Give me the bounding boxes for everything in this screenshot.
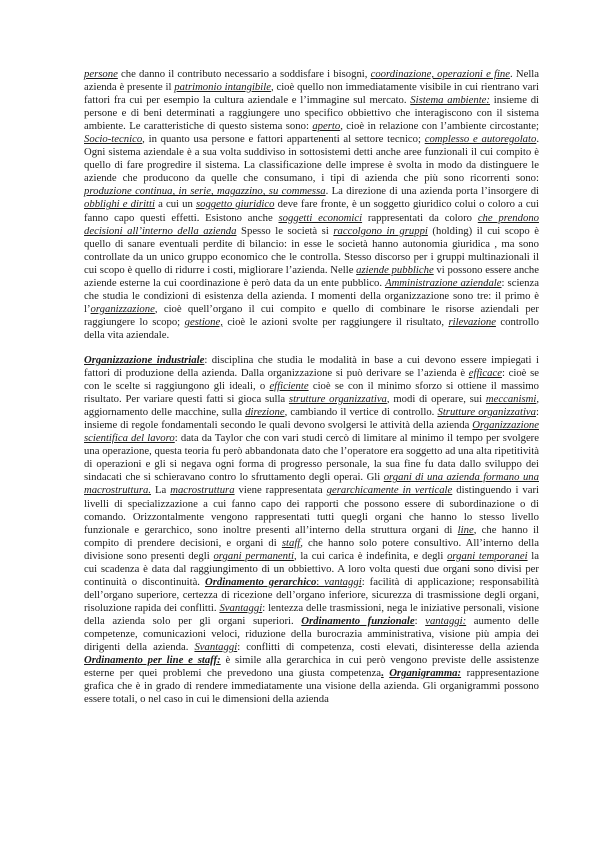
text-run: . Nella azienda è presente il [84,68,539,94]
emphasized-term: soggetti economici [278,211,363,224]
text-run: , cioè in relazione con l’ambiente circostante; [340,120,539,133]
emphasized-term: . [381,667,384,680]
emphasized-term: organi di una azienda formano una macrostruttura. [84,471,539,497]
emphasized-term: Organizzazione industriale [84,353,205,366]
emphasized-term: gestione, [184,315,223,328]
paragraph-1 [84,68,539,342]
emphasized-term: patrimonio intangibile [174,81,271,94]
text-run: è simile alla gerarchica in cui però vengono previste delle assistenze esterne per quei problemi che prevedono una giusta competenza [84,654,539,680]
text-run: viene rappresentata [234,484,327,497]
emphasized-term: coordinazione, operazioni e fine [370,68,511,80]
text-run: rappresentazione grafica che è in grado di rendere immediatamente una visione della azienda. Gli organigrammi possono essere totali, o nel caso in cui le dimensioni della azienda [84,667,539,706]
text-run: (holding) il cui scopo è quello di sanare eventuali perdite di bilancio: in esse le società hanno autonomia giuridica , ma sono controllate da un unico gruppo economico che le controlla. Stesso discorso per i gruppi multinazionali il cui scopo è quello di ridurre i costi, migliorare l’azienda. Nelle [84,224,539,276]
text-run: deve fare fronte, è un soggetto giuridico colui o coloro a cui fanno capo questi effetti. Esistono anche [84,198,539,224]
text-run: , che hanno solo potere consultivo. All’interno della divisione sono presenti degli [84,536,539,562]
emphasized-term: Organizzazione scientifica del lavoro [84,419,539,445]
text-run: : insieme di regole fondamentali secondo le quali devono svolgersi le attività della azienda [84,406,539,432]
text-run: che danno il contributo necessario a soddisfare i bisogni, [117,68,371,80]
emphasized-term: aziende pubbliche [356,263,434,276]
text-run: la cui scadenza è data dal raggiungimento di un obbiettivo. A loro volta questi due organi sono divisi per continuità o discontinuità. [84,549,539,588]
emphasized-term: organizzazione [90,302,155,315]
text-run: , aggiornamento delle macchine, sulla [84,393,539,419]
emphasized-term: persone [84,68,118,80]
emphasized-term: complesso e autoregolato [424,133,537,146]
text-run: aumento delle competenze, comunicazioni veloci, riduzione della burocrazia amministrativa, visione più ampia dei dirigenti della azienda. [84,614,539,654]
text-run: , che hanno il compito di prendere decisioni, e organi di [84,523,540,549]
emphasized-term: raccolgono in gruppi [333,224,428,237]
text-run: cioè se con il minimo sforzo si ottiene il massimo risultato. Per variare questi fatti si gioca sulla [84,380,539,406]
text-run: Spesso le società si [236,224,334,237]
text-run: , la cui carica è indefinita, e degli [293,549,448,562]
emphasized-term: obblighi e diritti [84,198,155,211]
text-run: : [414,614,426,627]
emphasized-term: Ordinamento funzionale [301,614,415,627]
text-run: , cambiando il vertice di controllo. [284,406,438,419]
emphasized-term: Organigramma: [389,667,462,680]
emphasized-term: Svantaggi [219,601,263,614]
text-run: : scienza che studia le condizioni di esistenza della azienda. I momenti della organizzazione sono tre: il primo è l’ [84,276,540,315]
emphasized-term: rilevazione [448,315,496,328]
text-run: . Ogni sistema aziendale è a sua volta suddiviso in sottosistemi detti anche aree funzionali il cui compito è quello di fare progredire il sistema. La classificazione delle imprese è svolta in modo da distinguere le aziende che producono da quelle che consumano, i tipi di azienda che più sono ricorrenti sono: [84,133,539,185]
text-run: : conflitti di competenza, costi elevati, disinteresse della azienda [237,641,539,654]
paragraph-2 [84,354,539,706]
text-run: : data da Taylor che con vari studi cercò di limitare al minimo il tempo per svolgere una operazione, questa teoria fu però abbandonata dato che l’operatore era soggetto ad una alta ripetitività di operazioni e gli si negava ogni forma di progresso personale, la sua fine fu data dallo sviluppo dei sindacati che si schieravano contro lo sfruttamento degli operai. Gli [84,432,539,484]
emphasized-term: Sistema ambiente: [410,94,490,107]
emphasized-term: Ordinamento per line e staff: [84,654,221,667]
text-run: : facilità di applicazione; responsabilità dell’organo superiore, certezza di ricezione dell’organo inferiore, sicurezza di trasmissione degli organi, risoluzione rapida dei conflitti. [84,575,539,614]
emphasized-term: Ordinamento gerarchico [205,575,317,588]
text-run: a cui un [154,198,196,211]
text-run: : lentezza delle trasmissioni, nega le iniziative personali, visione della azienda solo per gli organi superiori. [84,601,539,627]
emphasized-term: soggetto giuridico [195,198,275,211]
emphasized-term: vantaggi: [425,614,467,627]
document-page [84,68,539,706]
emphasized-term: : [316,575,325,588]
text-run: . La direzione di una azienda porta l’insorgere di [325,185,540,198]
emphasized-term: Amministrazione aziendale [385,276,502,289]
emphasized-term: organi temporanei [447,549,528,562]
text-run: , modi di operare, sui [386,393,486,406]
text-run: insieme di persone e di beni determinati a raggiungere uno specifico obbiettivo che interagiscono con il sistema ambiente. Le caratteristiche di questo sistema sono: [84,94,540,133]
emphasized-term: vantaggi [324,575,362,588]
emphasized-term: efficiente [269,380,309,393]
emphasized-term: produzione continua, in serie, magazzino, su commessa [84,185,326,198]
emphasized-term: macrostruttura [170,484,235,497]
emphasized-term: Svantaggi [194,641,238,654]
emphasized-term: strutture organizzativa [288,393,387,406]
emphasized-term: line [457,523,474,536]
emphasized-term: che prendono decisioni all’interno della azienda [84,211,540,237]
emphasized-term: direzione [245,406,285,419]
text-run: controllo della vita aziendale. [84,315,539,341]
emphasized-term: organi permanenti [213,549,294,562]
text-run: , in quanto usa persone e fattori appartenenti al settore tecnico; [142,133,425,146]
emphasized-term: Socio-tecnico [84,133,143,146]
text-run: : disciplina che studia le modalità in base a cui devono essere impiegati i fattori di produzione della azienda. Dalla organizzazione si può derivare se l’azienda è [84,353,539,380]
emphasized-term: gerarchicamente in verticale [326,484,453,497]
text-run: rappresentati da coloro [362,211,478,224]
emphasized-term: efficace [468,367,502,380]
text-run: , cioè quello non immediatamente visibile in cui rientrano vari fattori fra cui per esempio la cultura aziendale e l’immagine sul mercato. [84,81,539,107]
text-run: vi possono essere anche aziende esterne la cui coordinazione è però data da un ente pubblico. [84,263,539,289]
text-run: cioè le azioni svolte per raggiungere il risultato, [222,315,449,328]
text-run: , cioè quell’organo il cui compito e quello di combinare le risorse aziendali per raggiungere lo scopo; [84,302,539,328]
emphasized-term: meccanismi [485,393,537,406]
text-run: : cioè se con le scelte si raggiungono gli ideali, o [84,367,539,393]
emphasized-term: Strutture organizzativa [437,406,537,419]
text-run: distinguendo i vari livelli di specializzazione a cui fanno capo dei rapporti che possono essere di subordinazione o di comando. Orizzontalmente vengono rappresentati tutti quegli organi che hanno lo stesso livello funzionale e gerarchico, sono inoltre presenti all’interno della struttura organi di [84,484,540,536]
emphasized-term: staff [281,536,301,549]
emphasized-term: aperto [312,120,341,133]
text-run: La [151,484,171,497]
